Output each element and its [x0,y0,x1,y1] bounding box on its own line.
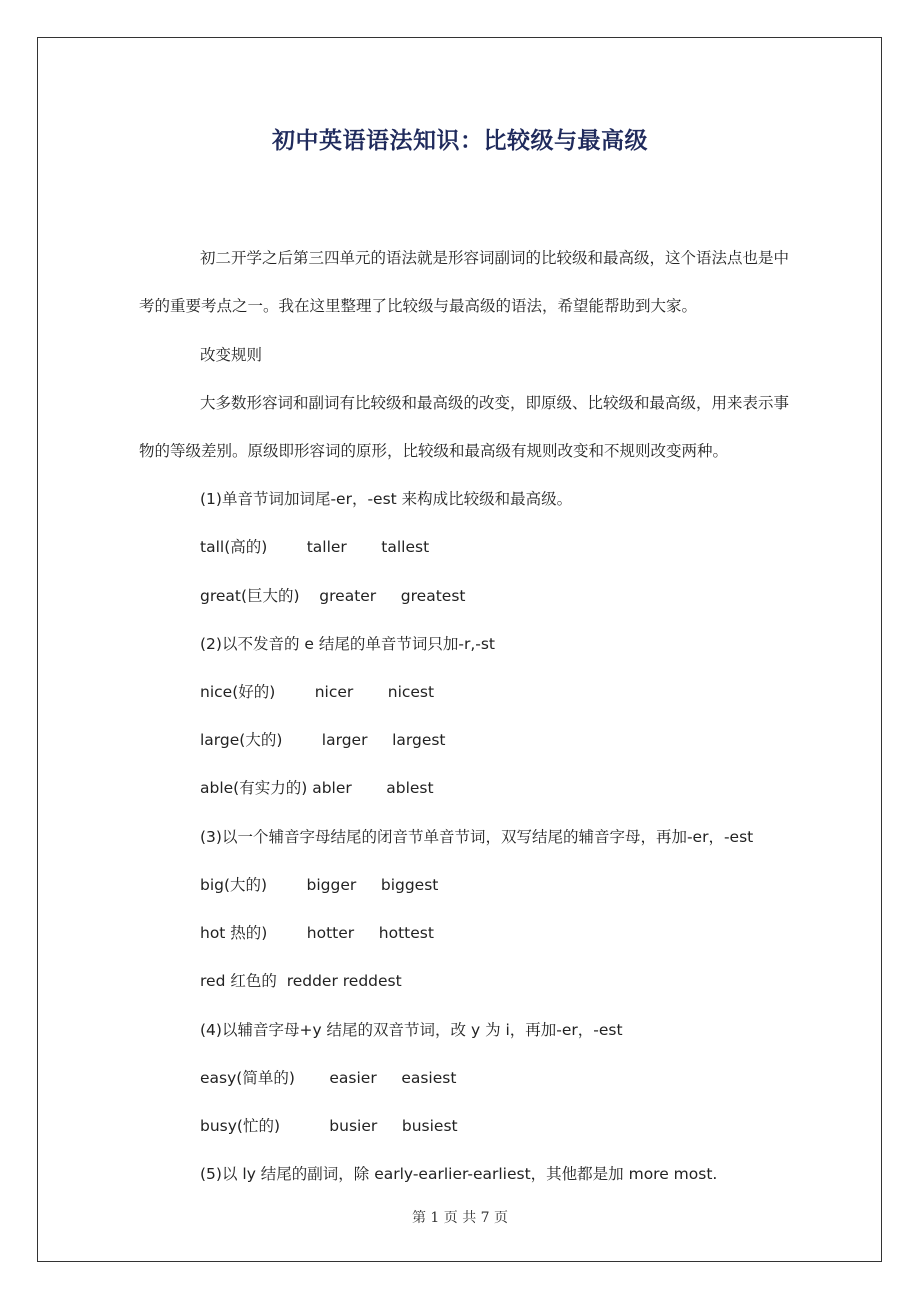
page-number-footer: 第 1 页 共 7 页 [411,1210,509,1226]
example-hot: hot 热的) hotter hottest [200,924,434,942]
example-large: large(大的) larger largest [200,731,446,749]
example-nice: nice(好的) nicer nicest [200,683,435,701]
rule-3: (3)以一个辅音字母结尾的闭音节单音节词，双写结尾的辅音字母，再加-er，-est [200,828,754,846]
document-title: 初中英语语法知识：比较级与最高级 [272,128,648,154]
rule-2: (2)以不发音的 e 结尾的单音节词只加-r,-st [200,635,495,653]
example-able: able(有实力的) abler ablest [200,779,434,797]
example-easy: easy(简单的) easier easiest [200,1069,457,1087]
example-big: big(大的) bigger biggest [200,876,439,894]
example-great: great(巨大的) greater greatest [200,587,466,605]
rule-4: (4)以辅音字母+y 结尾的双音节词，改 y 为 i，再加-er，-est [200,1021,623,1039]
section-heading: 改变规则 [200,346,263,364]
overview-line-2: 物的等级差别。原级即形容词的原形，比较级和最高级有规则改变和不规则改变两种。 [139,442,729,460]
example-tall: tall(高的) taller tallest [200,538,430,556]
intro-line-2: 考的重要考点之一。我在这里整理了比较级与最高级的语法，希望能帮助到大家。 [139,297,698,315]
rule-5: (5)以 ly 结尾的副词，除 early-earlier-earliest，其他都是加 more most. [200,1165,718,1183]
example-red: red 红色的 redder reddest [200,972,402,990]
intro-line-1: 初二开学之后第三四单元的语法就是形容词副词的比较级和最高级，这个语法点也是中 [200,249,790,267]
example-busy: busy(忙的) busier busiest [200,1117,458,1135]
overview-line-1: 大多数形容词和副词有比较级和最高级的改变，即原级、比较级和最高级，用来表示事 [200,394,790,412]
rule-1: (1)单音节词加词尾-er，-est 来构成比较级和最高级。 [200,490,573,508]
